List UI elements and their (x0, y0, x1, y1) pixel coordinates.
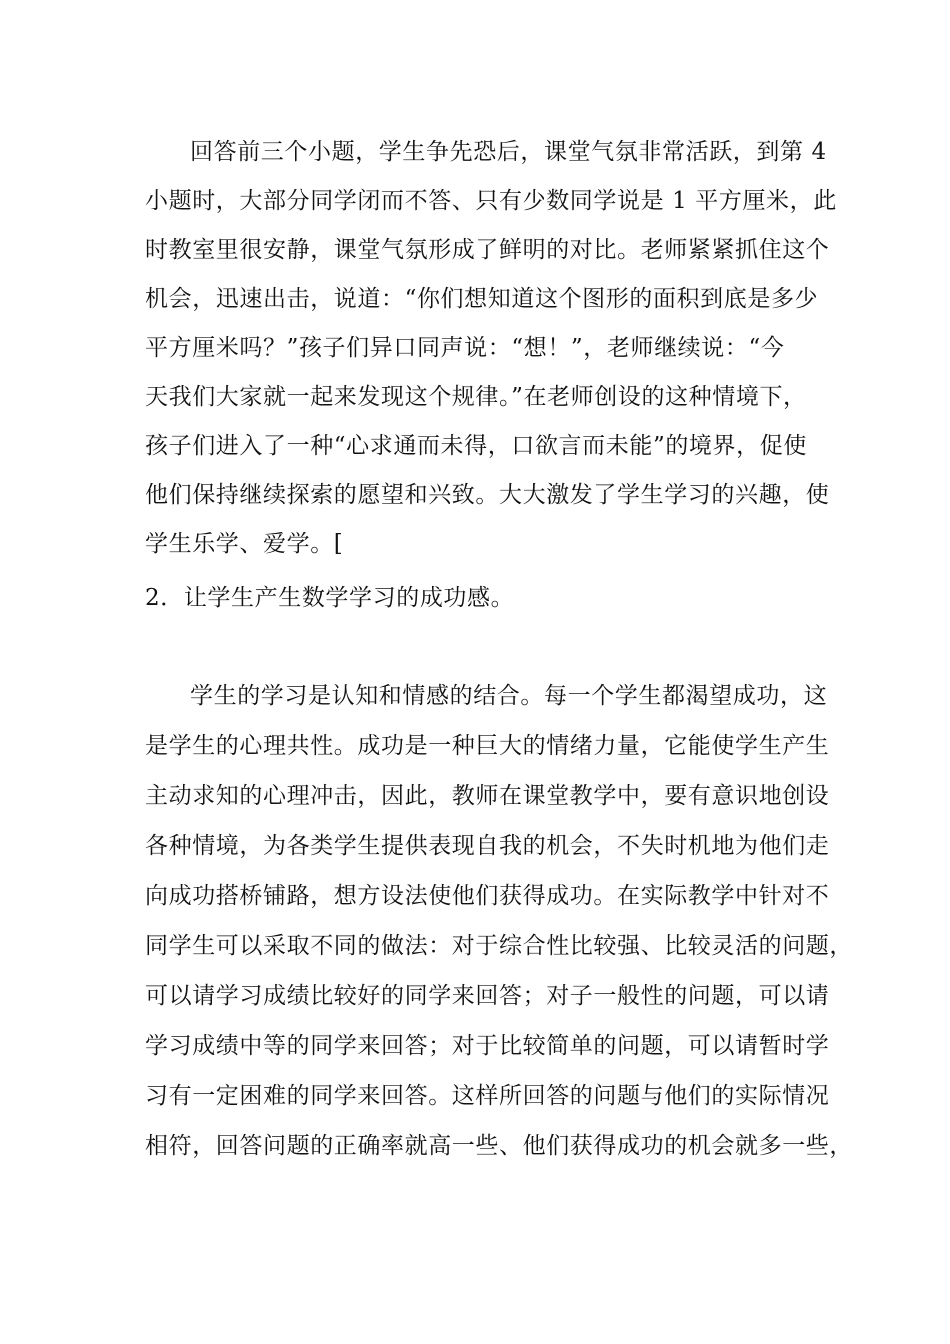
paragraph-1-line-8: 他们保持继续探索的愿望和兴致。大大激发了学生学习的兴趣，使 (145, 482, 830, 508)
paragraph-2-line-8: 学习成绩中等的同学来回答；对于比较简单的问题，可以请暂时学 (145, 1033, 830, 1059)
paragraph-1-line-6: 天我们大家就一起来发现这个规律。”在老师创设的这种情境下， (145, 384, 807, 410)
paragraph-1-line-7: 孩子们进入了一种“心求通而未得，口欲言而未能”的境界，促使 (145, 433, 807, 459)
paragraph-2-line-6: 同学生可以采取不同的做法：对于综合性比较强、比较灵活的问题， (145, 933, 853, 959)
paragraph-2-line-2: 是学生的心理共性。成功是一种巨大的情绪力量，它能使学生产生 (145, 733, 830, 759)
paragraph-1-line-5: 平方厘米吗？”孩子们异口同声说：“想！”，老师继续说：“今 (145, 335, 785, 361)
paragraph-2-line-5: 向成功搭桥铺路，想方设法使他们获得成功。在实际教学中针对不 (145, 883, 830, 909)
paragraph-1-line-4: 机会，迅速出击，说道：“你们想知道这个图形的面积到底是多少 (145, 286, 819, 312)
paragraph-2-line-10: 相符，回答问题的正确率就高一些、他们获得成功的机会就多一些， (145, 1133, 853, 1159)
paragraph-1-line-1: 回答前三个小题，学生争先恐后，课堂气氛非常活跃，到第 4 (190, 139, 827, 165)
paragraph-2-line-7: 可以请学习成绩比较好的同学来回答；对子一般性的问题，可以请 (145, 983, 830, 1009)
paragraph-1-line-3: 时教室里很安静，课堂气氛形成了鲜明的对比。老师紧紧抓住这个 (145, 237, 830, 263)
paragraph-1-line-2: 小题时，大部分同学闭而不答、只有少数同学说是 1 平方厘米，此 (145, 188, 837, 214)
paragraph-2-line-4: 各种情境，为各类学生提供表现自我的机会，不失时机地为他们走 (145, 833, 830, 859)
paragraph-2-line-1: 学生的学习是认知和情感的结合。每一个学生都渴望成功，这 (190, 683, 828, 709)
paragraph-1-line-9: 学生乐学、爱学。[ (145, 531, 344, 557)
paragraph-2-line-9: 习有一定困难的同学来回答。这样所回答的问题与他们的实际情况 (145, 1083, 830, 1109)
paragraph-2-line-3: 主动求知的心理冲击，因此，教师在课堂教学中，要有意识地创设 (145, 783, 830, 809)
section-heading: 2．让学生产生数学学习的成功感。 (145, 585, 515, 611)
